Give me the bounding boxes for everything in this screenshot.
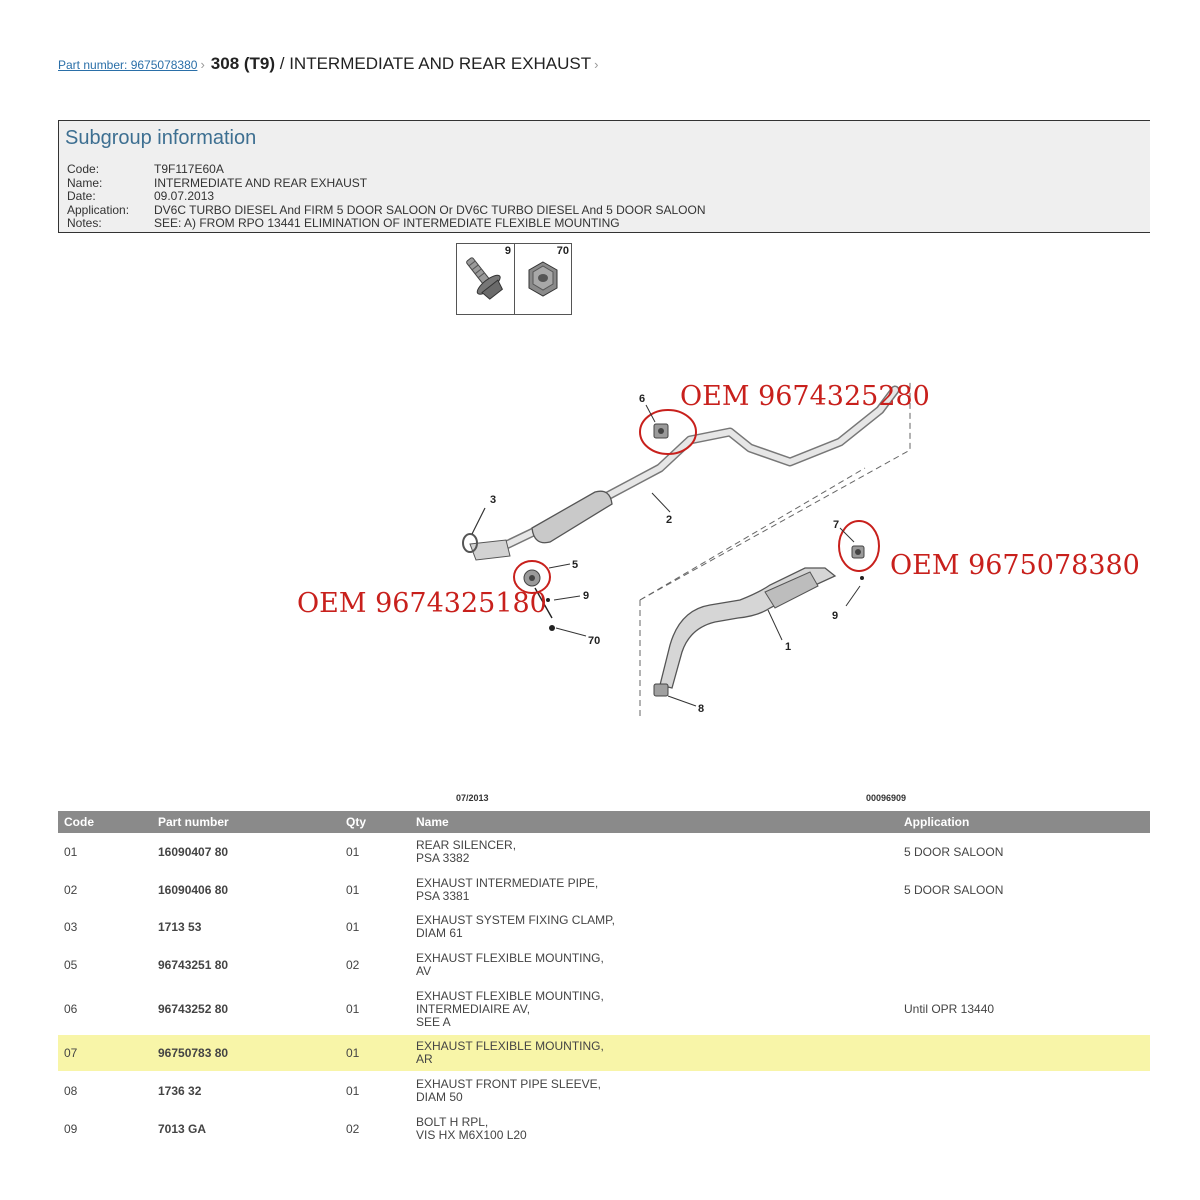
table-row[interactable] (58, 908, 1150, 946)
thumbnail-number: 9 (504, 245, 511, 257)
page-title-model: 308 (T9) (210, 54, 276, 73)
callout-5: 5 (572, 559, 579, 571)
cell-qty: 01 (346, 882, 360, 897)
cell-code: 02 (64, 882, 78, 897)
cell-name (416, 914, 904, 940)
name-line: BOLT H RPL, (416, 1114, 489, 1129)
cell-application: 5 DOOR SALOON (904, 882, 1004, 897)
nut-70 (549, 625, 555, 631)
callout-2: 2 (666, 514, 673, 526)
cell-code: 03 (64, 920, 78, 934)
subgroup-info-rows (67, 163, 706, 231)
callout-6: 6 (639, 393, 646, 405)
page-title (211, 54, 591, 74)
cell-code: 08 (64, 1083, 78, 1098)
leader-8 (668, 696, 696, 706)
cell-part-number: 16090407 80 (158, 845, 229, 859)
name-line: AV (416, 963, 432, 978)
info-label: Code: (67, 162, 100, 176)
name-line: REAR SILENCER, (416, 838, 517, 852)
header-part-number: Part number (158, 815, 229, 829)
breadcrumb-separator: › (594, 57, 599, 72)
mounting-7 (852, 546, 864, 558)
callout-9-b: 9 (832, 610, 839, 622)
cell-part-number: 1736 32 (158, 1083, 202, 1098)
cell-part-number: 7013 GA (158, 1121, 207, 1136)
name-line: EXHAUST FRONT PIPE SLEEVE, (416, 1076, 601, 1091)
table-row[interactable] (58, 983, 1150, 1035)
cell-name (416, 1116, 904, 1142)
cell-code: 01 (64, 845, 78, 859)
breadcrumb-separator: › (200, 57, 205, 72)
cell-application: Until OPR 13440 (904, 1002, 995, 1016)
name-line: DIAM 61 (416, 926, 463, 940)
exhaust-parts-diagram (270, 360, 1150, 740)
mounting-6 (654, 424, 668, 438)
parts-table (58, 811, 1150, 1147)
cell-code: 07 (64, 1046, 78, 1060)
name-line: EXHAUST INTERMEDIATE PIPE, (416, 875, 599, 890)
header-code: Code (64, 815, 94, 829)
name-line: EXHAUST SYSTEM FIXING CLAMP, (416, 913, 615, 927)
info-row-notes (67, 217, 706, 231)
table-header (58, 811, 1150, 833)
name-line: INTERMEDIAIRE AV, (416, 1001, 531, 1016)
hardware-thumbnails (456, 243, 572, 315)
cell-qty: 01 (346, 1083, 360, 1098)
callout-70: 70 (588, 635, 601, 647)
cell-name (416, 990, 904, 1029)
leader-7 (840, 528, 854, 542)
cell-name (416, 1040, 904, 1066)
callout-8: 8 (698, 703, 705, 715)
name-line: DIAM 50 (416, 1089, 463, 1104)
breadcrumb-part-number-link[interactable]: Part number: 9675078380 (58, 58, 198, 72)
leader-9-a (554, 596, 580, 600)
thumbnail-nut[interactable] (514, 244, 572, 314)
breadcrumb (58, 54, 605, 78)
intermediate-silencer (532, 491, 612, 543)
cell-qty: 02 (346, 1121, 360, 1136)
thumbnail-number: 70 (556, 245, 569, 257)
info-label: Date: (67, 189, 96, 204)
cell-code: 09 (64, 1121, 78, 1136)
callout-7: 7 (833, 519, 840, 531)
header-application: Application (904, 815, 970, 829)
info-value: T9F117E60A (154, 162, 224, 176)
info-value: 09.07.2013 (154, 189, 215, 204)
name-line: EXHAUST FLEXIBLE MOUNTING, (416, 1039, 604, 1053)
cell-part-number: 96750783 80 (158, 1046, 229, 1060)
diagram-date: 07/2013 (456, 793, 489, 803)
oem-label-7: OEM 9675078380 (890, 550, 1140, 581)
info-value: SEE: A) FROM RPO 13441 ELIMINATION OF INTERMEDIATE FLEXIBLE MOUNTING (154, 216, 620, 231)
oem-label-6: OEM 9674325280 (680, 381, 930, 412)
page-title-group: / INTERMEDIATE AND REAR EXHAUST (275, 54, 592, 73)
subgroup-info-panel (58, 120, 1150, 233)
cell-part-number: 1713 53 (158, 920, 202, 934)
callout-1: 1 (785, 641, 792, 653)
cell-qty: 01 (346, 1002, 360, 1016)
sleeve-8 (654, 684, 668, 696)
cell-part-number: 96743251 80 (158, 957, 229, 972)
header-qty: Qty (346, 815, 367, 829)
diagram-doc-id: 00096909 (866, 793, 907, 803)
outline-dashed-inner (640, 468, 865, 600)
cell-application: 5 DOOR SALOON (904, 845, 1004, 859)
cell-name (416, 877, 904, 903)
name-line: VIS HX M6X100 L20 (416, 1127, 527, 1142)
mounting-5 (524, 570, 540, 586)
info-row-application (67, 204, 706, 218)
info-label: Notes: (67, 216, 102, 231)
leader-5 (549, 564, 570, 568)
name-line: EXHAUST FLEXIBLE MOUNTING, (416, 950, 604, 965)
oem-label-5: OEM 9674325180 (297, 588, 547, 619)
table-row[interactable] (58, 833, 1150, 871)
info-label: Application: (67, 202, 130, 217)
info-row-date (67, 190, 706, 204)
leader-2 (652, 493, 670, 512)
cell-qty: 01 (346, 1046, 360, 1060)
table-row[interactable] (58, 871, 1150, 908)
cell-code: 06 (64, 1002, 78, 1016)
callout-3: 3 (490, 494, 497, 506)
info-row-name (67, 177, 706, 191)
info-label: Name: (67, 175, 103, 190)
cell-name (416, 839, 904, 865)
name-line: PSA 3381 (416, 888, 470, 903)
info-value: DV6C TURBO DIESEL And FIRM 5 DOOR SALOON Or DV6C TURBO DIESEL And 5 DOOR SALOON (154, 202, 706, 217)
thumbnail-bolt[interactable] (457, 244, 514, 314)
exhaust-diagram-svg (270, 360, 1150, 740)
cell-name (416, 952, 904, 978)
callout-9-a: 9 (583, 590, 590, 602)
cell-qty: 01 (346, 920, 360, 934)
table-row[interactable] (58, 946, 1150, 983)
table-row[interactable] (58, 1071, 1150, 1110)
leader-3 (472, 508, 485, 534)
cell-part-number: 96743252 80 (158, 1002, 229, 1016)
leader-70 (556, 628, 586, 636)
leader-1 (768, 610, 782, 640)
cell-part-number: 16090406 80 (158, 882, 229, 897)
info-row-code (67, 163, 706, 177)
table-row-highlighted[interactable] (58, 1035, 1150, 1071)
table-row[interactable] (58, 1110, 1150, 1147)
cell-name (416, 1078, 904, 1104)
name-line: AR (416, 1052, 433, 1066)
bolt-9-b (860, 576, 864, 580)
info-value: INTERMEDIATE AND REAR EXHAUST (154, 175, 368, 190)
header-name: Name (416, 814, 449, 829)
subgroup-info-title: Subgroup information (65, 127, 257, 149)
cell-code: 05 (64, 957, 78, 972)
name-line: SEE A (416, 1014, 451, 1029)
cell-qty: 02 (346, 957, 360, 972)
name-line: PSA 3382 (416, 851, 470, 865)
cell-qty: 01 (346, 845, 360, 859)
name-line: EXHAUST FLEXIBLE MOUNTING, (416, 988, 604, 1003)
leader-9-b (846, 586, 860, 606)
